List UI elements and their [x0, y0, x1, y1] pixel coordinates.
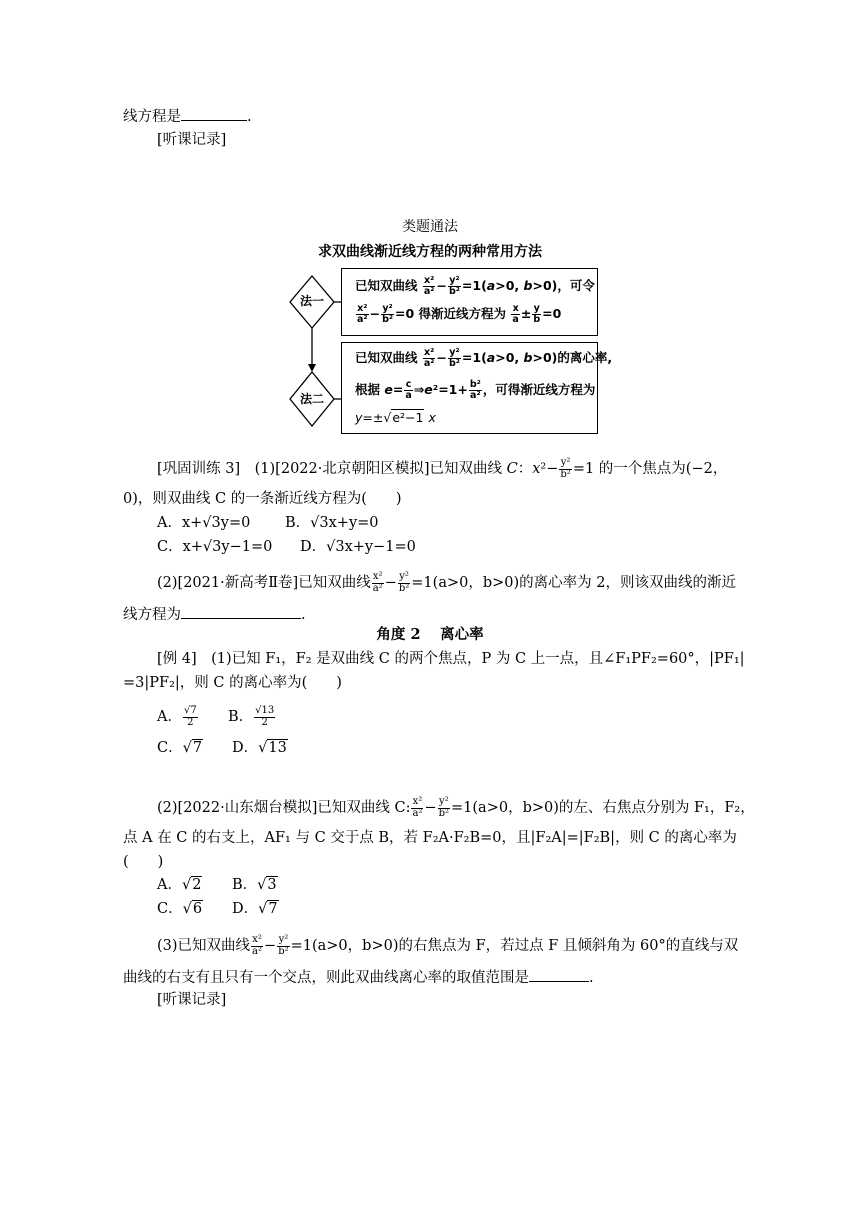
box2-line1: 已知双曲线 $\frac{\text{x²}}{\text{a²}}$ − $\frac{\text{y²}}{\text{b²}}$ =1(a>0, b>0)的离心率, — [355, 347, 613, 369]
period: . — [247, 109, 252, 125]
exercise3-line2: 0)，则双曲线 C 的一条渐近线方程为( ) — [123, 491, 402, 507]
ex4-option-b[interactable]: B． $\frac{√13}{2}$ — [228, 705, 275, 728]
exercise3-part2-line1: (2)[2021·新高考Ⅱ卷]已知双曲线 $\frac{\text{x²}}{\text{a²}}$ − $\frac{\text{y²}}{\text{b²}}$ =1(a>0，b>0)的离心率为 2，则该双曲线的渐近 — [157, 571, 736, 594]
answer-blank[interactable] — [529, 969, 589, 982]
q3-line2: 曲线的右支有且只有一个交点，则此双曲线离心率的取值范围是 . — [123, 970, 594, 986]
q2-line1: (2)[2022·山东烟台模拟]已知双曲线 C: $\frac{\text{x²}}{\text{a²}}$ − $\frac{\text{y²}}{\text{b²}}$ =1(a>0，b>0)的左、右焦点分别为 F₁，F₂， — [157, 796, 755, 819]
option-d[interactable]: D．√3x+y−1=0 — [300, 539, 416, 555]
exercise3-line1: [巩固训练 3] (1)[2022·北京朝阳区模拟]已知双曲线 C：x²− $\frac{\text{y²}}{\text{b²}}$ =1 的一个焦点为(−2， — [157, 457, 728, 480]
method-two-label: 法二 — [300, 392, 325, 406]
lecture-note-label-bottom: [听课记录] — [157, 992, 227, 1008]
ex4-option-d[interactable]: D．√13 — [232, 740, 287, 756]
q2-option-a[interactable]: A．√2 — [157, 877, 202, 893]
answer-blank[interactable] — [181, 606, 301, 619]
lecture-note-label: [听课记录] — [157, 132, 227, 148]
answer-blank[interactable] — [181, 108, 247, 121]
text-line — [123, 108, 252, 125]
option-a[interactable]: A．x+√3y=0 — [157, 515, 251, 531]
option-c[interactable]: C．x+√3y−1=0 — [157, 539, 273, 555]
q2-line2: 点 A 在 C 的右支上，AF₁ 与 C 交于点 B，若 F₂A·F₂B=0，且|F₂A|=|F₂B|，则 C 的离心率为 — [123, 830, 737, 846]
section-heading: 类题通法 — [402, 219, 458, 235]
q3-line1: (3)已知双曲线 $\frac{\text{x²}}{\text{a²}}$ − $\frac{\text{y²}}{\text{b²}}$ =1(a>0，b>0)的右焦点为 F，若过点 F 且倾斜角为 60°的直线与双 — [157, 934, 739, 957]
box1-line1: 已知双曲线 $\frac{\text{x²}}{\text{a²}}$ − $\frac{\text{y²}}{\text{b²}}$ =1(a>0, b>0)，可令 — [355, 275, 595, 297]
q2-option-b[interactable]: B．√3 — [232, 877, 277, 893]
q2-option-d[interactable]: D．√7 — [232, 901, 278, 917]
box2-line3: y=±√e²−1 x — [355, 410, 436, 425]
box2-line2: 根据 e= $\frac{c}{a}$ ⇒e²=1+ $\frac{\text{b²}}{\text{a²}}$ ，可得渐近线方程为 — [355, 379, 596, 401]
section-title: 求双曲线渐近线方程的两种常用方法 — [318, 244, 542, 260]
ex4-option-c[interactable]: C．√7 — [157, 740, 203, 756]
example4-line1: [例 4] (1)已知 F₁，F₂ 是双曲线 C 的两个焦点，P 为 C 上一点，且∠F₁PF₂=60°，|PF₁| — [157, 651, 745, 667]
q2-line3: ( ) — [123, 854, 164, 870]
exercise3-part2-line2: 线方程为 . — [123, 607, 306, 623]
ex4-option-a[interactable]: A． $\frac{√7}{2}$ — [157, 705, 197, 728]
example4-line2: =3|PF₂|，则 C 的离心率为( ) — [123, 675, 342, 691]
line-text: 线方程是 — [123, 109, 181, 125]
angle-heading: 角度 2 离心率 — [376, 626, 484, 643]
method-one-label: 法一 — [300, 294, 325, 308]
box1-line2: $\frac{\text{x²}}{\text{a²}}$ − $\frac{\text{y²}}{\text{b²}}$ =0 得渐近线方程为 $\frac{x}{a}$ ± $\frac{y}{b}$ =0 — [357, 303, 562, 325]
option-b[interactable]: B．√3x+y=0 — [285, 515, 379, 531]
q2-option-c[interactable]: C．√6 — [157, 901, 203, 917]
